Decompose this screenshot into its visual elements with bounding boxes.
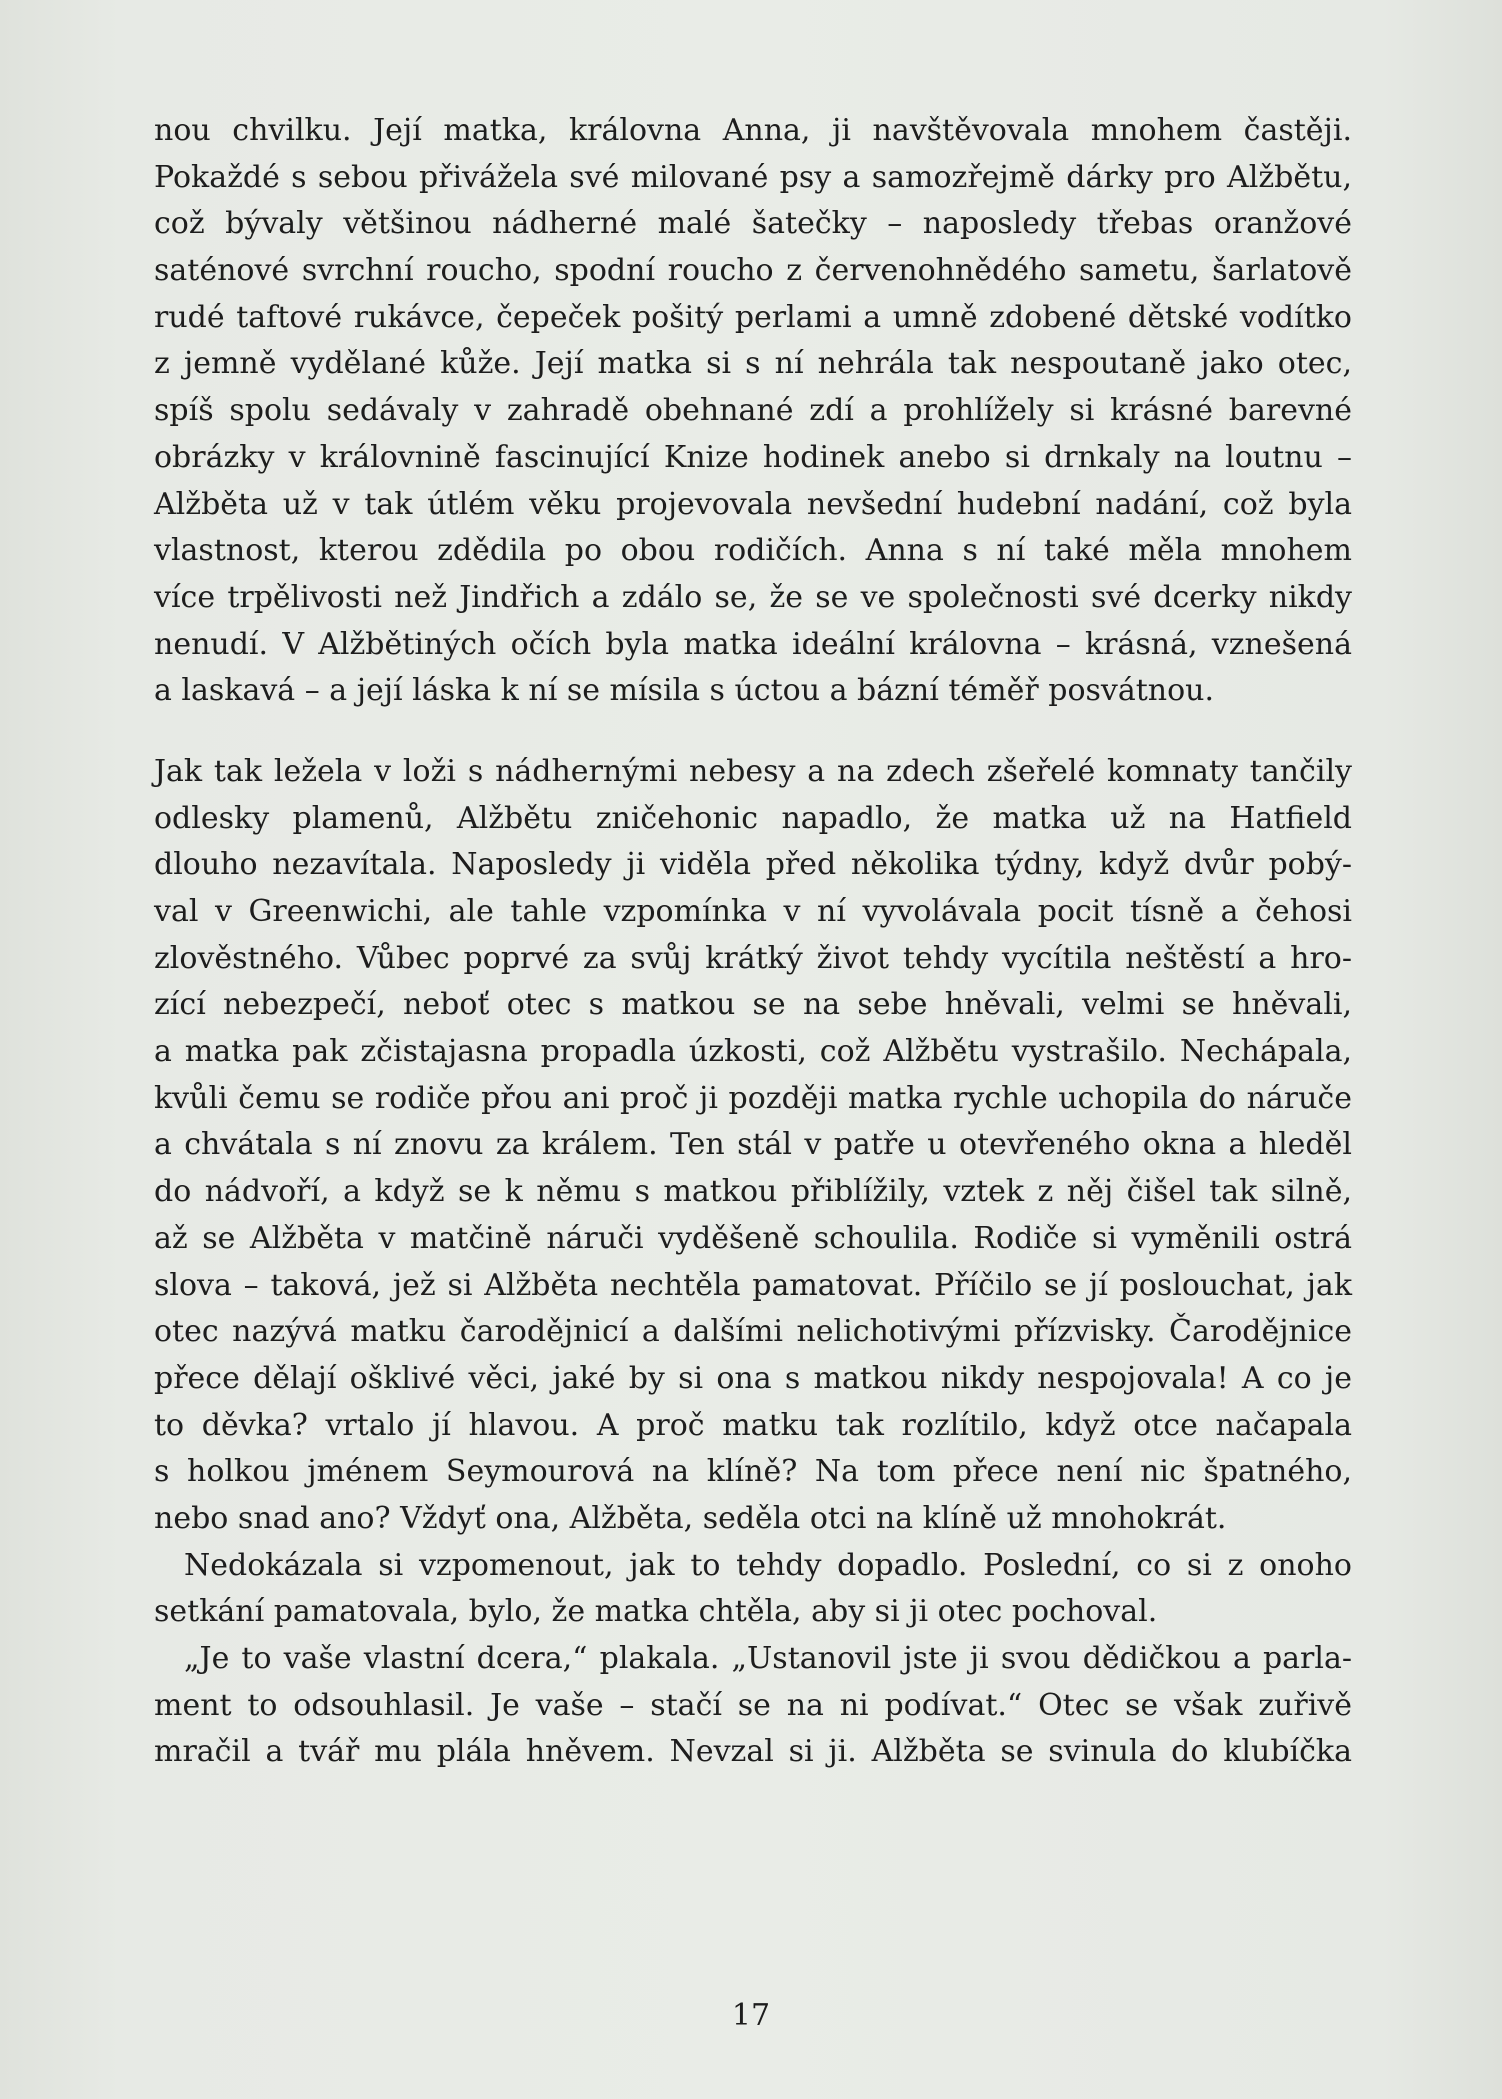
text-line: zící nebezpečí, neboť otec s matkou se na sebe hněvali, velmi se hněvali, [154,987,1352,1023]
text-line: zlověstného. Vůbec poprvé za svůj krátký život tehdy vycítila neštěstí a hro- [154,940,1352,976]
paragraph-gap [154,715,1352,749]
text-line: setkání pamatovala, bylo, že matka chtěla, aby si ji otec pochoval. [154,1594,1158,1630]
text-line: ment to odsouhlasil. Je vaše – stačí se na ni podívat.“ Otec se však zuřivě [154,1687,1352,1723]
text-line: kvůli čemu se rodiče přou ani proč ji později matka rychle uchopila do náruče [154,1080,1352,1116]
text-line: obrázky v královnině fascinující Knize hodinek anebo si drnkaly na loutnu – [154,439,1352,475]
text-line: Jak tak ležela v loži s nádhernými nebesy a na zdech zšeřelé komnaty tančily [154,753,1352,789]
text-line: spíš spolu sedávaly v zahradě obehnané zdí a prohlížely si krásné barevné [154,393,1352,429]
paragraph [154,1636,1352,1776]
text-line: z jemně vydělané kůže. Její matka si s ní nehrála tak nespoutaně jako otec, [154,346,1352,382]
text-line: což bývaly většinou nádherné malé šatečky – naposledy třebas oranžové [154,206,1352,242]
text-line: nou chvilku. Její matka, královna Anna, ji navštěvovala mnohem častěji. [154,113,1352,148]
text-line: odlesky plamenů, Alžbětu zničehonic napadlo, že matka už na Hatfield [154,800,1352,836]
text-line: Nedokázala si vzpomenout, jak to tehdy dopadlo. Poslední, co si z onoho [184,1547,1352,1583]
text-line: mračil a tvář mu plála hněvem. Nevzal si ji. Alžběta se svinula do klubíčka [154,1734,1352,1770]
text-line: Alžběta už v tak útlém věku projevovala nevšední hudební nadání, což byla [154,486,1352,522]
text-line: dlouho nezavítala. Naposledy ji viděla před několika týdny, když dvůr pobý- [154,847,1352,883]
text-line: otec nazývá matku čarodějnicí a dalšími nelichotivými přízvisky. Čarodějnice [154,1314,1352,1350]
text-line: rudé taftové rukávce, čepeček pošitý perlami a umně zdobené dětské vodítko [154,299,1352,335]
text-line: vlastnost, kterou zdědila po obou rodičích. Anna s ní také měla mnohem [154,533,1352,569]
paragraph [154,108,1352,715]
body-text [154,108,1352,1776]
text-line: to děvka? vrtalo jí hlavou. A proč matku tak rozlítilo, když otce načapala [154,1407,1352,1443]
text-line: Pokaždé s sebou přivážela své milované psy a samozřejmě dárky pro Alžbětu, [154,159,1352,195]
text-line: a chvátala s ní znovu za králem. Ten stál v patře u otevřeného okna a hleděl [154,1127,1352,1163]
text-line: nebo snad ano? Vždyť ona, Alžběta, seděla otci na klíně už mnohokrát. [154,1500,1227,1536]
text-line: do nádvoří, a když se k němu s matkou přiblížily, vztek z něj čišel tak silně, [154,1174,1352,1210]
text-line: val v Greenwichi, ale tahle vzpomínka v ní vyvolávala pocit tísně a čehosi [154,894,1352,929]
text-line: nenudí. V Alžbětiných očích byla matka ideální královna – krásná, vznešená [154,626,1352,662]
text-line: saténové svrchní roucho, spodní roucho z červenohnědého sametu, šarlatově [154,253,1352,289]
paragraph [154,1543,1352,1636]
paragraph [154,749,1352,1543]
text-line: přece dělají ošklivé věci, jaké by si ona s matkou nikdy nespojovala! A co je [154,1360,1352,1396]
text-line: a matka pak zčistajasna propadla úzkosti, což Alžbětu vystrašilo. Nechápala, [154,1034,1352,1070]
text-line: více trpělivosti než Jindřich a zdálo se, že se ve společnosti své dcerky nikdy [154,579,1352,615]
text-line: s holkou jménem Seymourová na klíně? Na tom přece není nic špatného, [154,1454,1352,1490]
text-line: „Je to vaše vlastní dcera,“ plakala. „Ustanovil jste ji svou dědičkou a parla- [184,1641,1352,1676]
text-line: až se Alžběta v matčině náruči vyděšeně schoulila. Rodiče si vyměnili ostrá [154,1220,1352,1256]
text-line: slova – taková, jež si Alžběta nechtěla pamatovat. Příčilo se jí poslouchat, jak [154,1267,1352,1303]
page-number: 17 [731,1998,771,2033]
text-line: a laskavá – a její láska k ní se mísila s úctou a bázní téměř posvátnou. [154,673,1215,709]
